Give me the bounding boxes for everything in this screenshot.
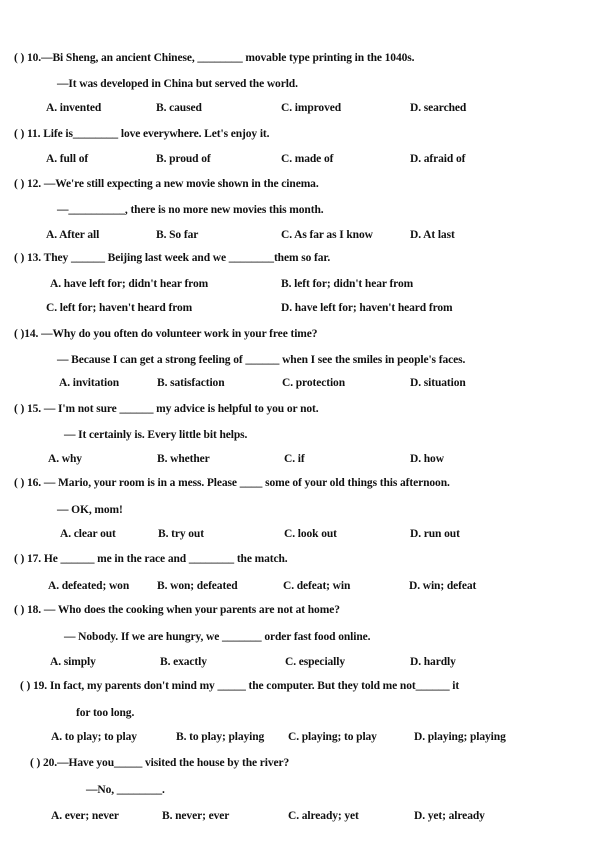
question-dialogue-line: for too long. <box>76 707 135 719</box>
question-stem: ( ) 12. —We're still expecting a new movie shown in the cinema. <box>14 178 319 190</box>
answer-option[interactable]: C. protection <box>282 377 346 389</box>
question-dialogue-line: — Nobody. If we are hungry, we _______ order fast food online. <box>64 631 371 643</box>
answer-option[interactable]: C. improved <box>281 102 342 114</box>
question-stem: ( ) 10.—Bi Sheng, an ancient Chinese, ________ movable type printing in the 1040s. <box>14 52 415 64</box>
answer-option[interactable]: D. At last <box>410 229 455 241</box>
answer-option[interactable]: A. have left for; didn't hear from <box>50 278 209 290</box>
question-dialogue-line: —__________, there is no more new movies this month. <box>57 204 324 216</box>
question-stem: ( ) 15. — I'm not sure ______ my advice is helpful to you or not. <box>14 403 319 415</box>
question-stem: ( ) 13. They ______ Beijing last week and we ________them so far. <box>14 252 331 264</box>
question-stem: ( ) 20.—Have you_____ visited the house by the river? <box>30 757 290 769</box>
answer-option[interactable]: A. ever; never <box>51 810 119 822</box>
answer-option[interactable]: C. As far as I know <box>281 229 373 241</box>
question-stem: ( ) 19. In fact, my parents don't mind my _____ the computer. But they told me not______ it <box>20 680 460 692</box>
question-dialogue-line: —It was developed in China but served the world. <box>57 78 298 90</box>
answer-option[interactable]: B. won; defeated <box>157 580 238 592</box>
answer-option[interactable]: B. whether <box>157 453 210 465</box>
question-stem: ( ) 16. — Mario, your room is in a mess. Please ____ some of your old things this afternoon. <box>14 477 450 489</box>
answer-option[interactable]: D. playing; playing <box>414 731 506 743</box>
question-stem: ( )14. —Why do you often do volunteer work in your free time? <box>14 328 318 340</box>
answer-option[interactable]: C. made of <box>281 153 334 165</box>
answer-option[interactable]: D. hardly <box>410 656 456 668</box>
answer-option[interactable]: A. why <box>48 453 82 465</box>
answer-option[interactable]: A. defeated; won <box>48 580 130 592</box>
question-dialogue-line: — It certainly is. Every little bit helps. <box>64 429 248 441</box>
answer-option[interactable]: B. exactly <box>160 656 207 668</box>
answer-option[interactable]: A. simply <box>50 656 96 668</box>
answer-option[interactable]: A. After all <box>46 229 100 241</box>
question-dialogue-line: — OK, mom! <box>57 504 123 516</box>
question-stem: ( ) 18. — Who does the cooking when your parents are not at home? <box>14 604 340 616</box>
answer-option[interactable]: A. clear out <box>60 528 116 540</box>
answer-option[interactable]: C. already; yet <box>288 810 359 822</box>
answer-option[interactable]: D. run out <box>410 528 460 540</box>
answer-option[interactable]: D. win; defeat <box>409 580 477 592</box>
question-dialogue-line: —No, ________. <box>86 784 165 796</box>
question-stem: ( ) 17. He ______ me in the race and ________ the match. <box>14 553 288 565</box>
question-stem: ( ) 11. Life is________ love everywhere. Let's enjoy it. <box>14 128 270 140</box>
answer-option[interactable]: A. full of <box>46 153 89 165</box>
answer-option[interactable]: D. searched <box>410 102 467 114</box>
answer-option[interactable]: B. left for; didn't hear from <box>281 278 414 290</box>
answer-option[interactable]: B. proud of <box>156 153 211 165</box>
answer-option[interactable]: A. invitation <box>59 377 120 389</box>
answer-option[interactable]: D. situation <box>410 377 466 389</box>
answer-option[interactable]: B. satisfaction <box>157 377 225 389</box>
answer-option[interactable]: B. So far <box>156 229 199 241</box>
answer-option[interactable]: C. left for; haven't heard from <box>46 302 193 314</box>
answer-option[interactable]: B. to play; playing <box>176 731 265 743</box>
answer-option[interactable]: B. caused <box>156 102 202 114</box>
answer-option[interactable]: D. how <box>410 453 444 465</box>
answer-option[interactable]: B. never; ever <box>162 810 230 822</box>
question-dialogue-line: — Because I can get a strong feeling of ______ when I see the smiles in people's faces. <box>57 354 466 366</box>
answer-option[interactable]: D. afraid of <box>410 153 466 165</box>
answer-option[interactable]: C. defeat; win <box>283 580 351 592</box>
answer-option[interactable]: C. if <box>284 453 305 465</box>
answer-option[interactable]: B. try out <box>158 528 204 540</box>
answer-option[interactable]: C. look out <box>284 528 337 540</box>
answer-option[interactable]: C. playing; to play <box>288 731 377 743</box>
answer-option[interactable]: D. yet; already <box>414 810 485 822</box>
answer-option[interactable]: C. especially <box>285 656 346 668</box>
answer-option[interactable]: D. have left for; haven't heard from <box>281 302 453 314</box>
answer-option[interactable]: A. to play; to play <box>51 731 137 743</box>
answer-option[interactable]: A. invented <box>46 102 102 114</box>
